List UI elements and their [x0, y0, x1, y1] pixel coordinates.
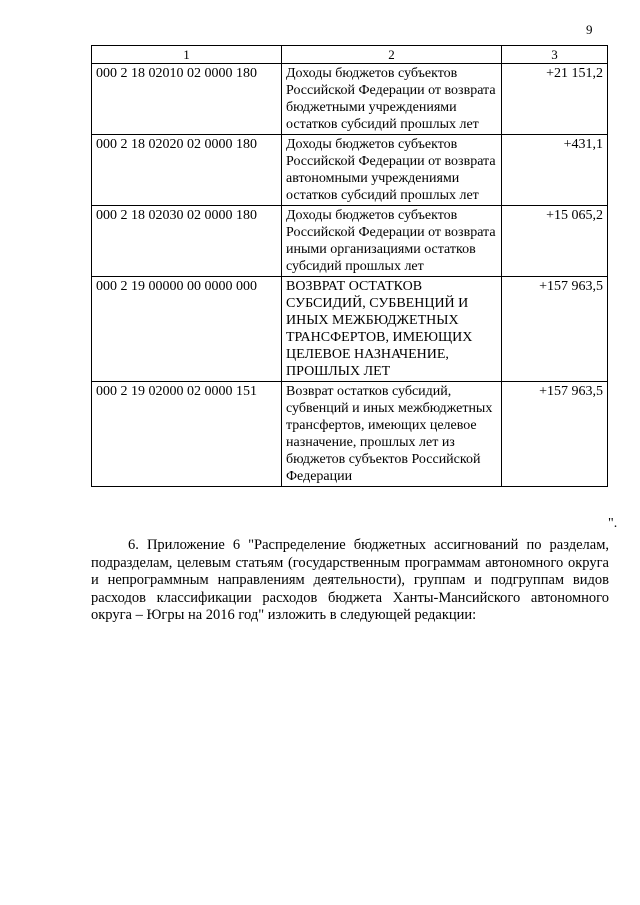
row-code: 000 2 19 00000 00 0000 000 — [92, 277, 282, 382]
table-row — [92, 135, 608, 206]
row-code: 000 2 18 02010 02 0000 180 — [92, 64, 282, 135]
closing-quote: ". — [608, 516, 618, 531]
table-header-row — [92, 46, 608, 64]
header-col-2: 2 — [282, 46, 502, 64]
row-amount: +431,1 — [502, 135, 608, 206]
row-name: Доходы бюджетов субъектов Российской Федерации от возврата автономными учреждениями остатков субсидий прошлых лет — [282, 135, 502, 206]
row-code: 000 2 18 02020 02 0000 180 — [92, 135, 282, 206]
header-col-3: 3 — [502, 46, 608, 64]
row-name: ВОЗВРАТ ОСТАТКОВ СУБСИДИЙ, СУБВЕНЦИЙ И ИНЫХ МЕЖБЮДЖЕТНЫХ ТРАНСФЕРТОВ, ИМЕЮЩИХ ЦЕЛЕВОЕ НАЗНАЧЕНИЕ, ПРОШЛЫХ ЛЕТ — [282, 277, 502, 382]
amendment-paragraph: 6. Приложение 6 "Распределение бюджетных ассигнований по разделам, подразделам, целевым статьям (государственным программам автономного округа и непрограммным направлениям деятельности), группам и подгруппам видов расходов классификации расходов бюджета Ханты-Мансийского автономного округа – Югры на 2016 год" изложить в следующей редакции: — [91, 537, 609, 623]
row-amount: +21 151,2 — [502, 64, 608, 135]
page-number: 9 — [586, 22, 593, 37]
table-row — [92, 277, 608, 382]
row-code: 000 2 19 02000 02 0000 151 — [92, 382, 282, 487]
row-amount: +157 963,5 — [502, 277, 608, 382]
header-col-1: 1 — [92, 46, 282, 64]
row-name: Доходы бюджетов субъектов Российской Федерации от возврата иными организациями остатков субсидий прошлых лет — [282, 206, 502, 277]
table-row — [92, 64, 608, 135]
row-name: Доходы бюджетов субъектов Российской Федерации от возврата бюджетными учреждениями остатков субсидий прошлых лет — [282, 64, 502, 135]
row-amount: +15 065,2 — [502, 206, 608, 277]
table-row — [92, 382, 608, 487]
budget-table — [91, 45, 608, 487]
row-code: 000 2 18 02030 02 0000 180 — [92, 206, 282, 277]
table-row — [92, 206, 608, 277]
row-amount: +157 963,5 — [502, 382, 608, 487]
row-name: Возврат остатков субсидий, субвенций и иных межбюджетных трансфертов, имеющих целевое назначение, прошлых лет из бюджетов субъектов Российской Федерации — [282, 382, 502, 487]
